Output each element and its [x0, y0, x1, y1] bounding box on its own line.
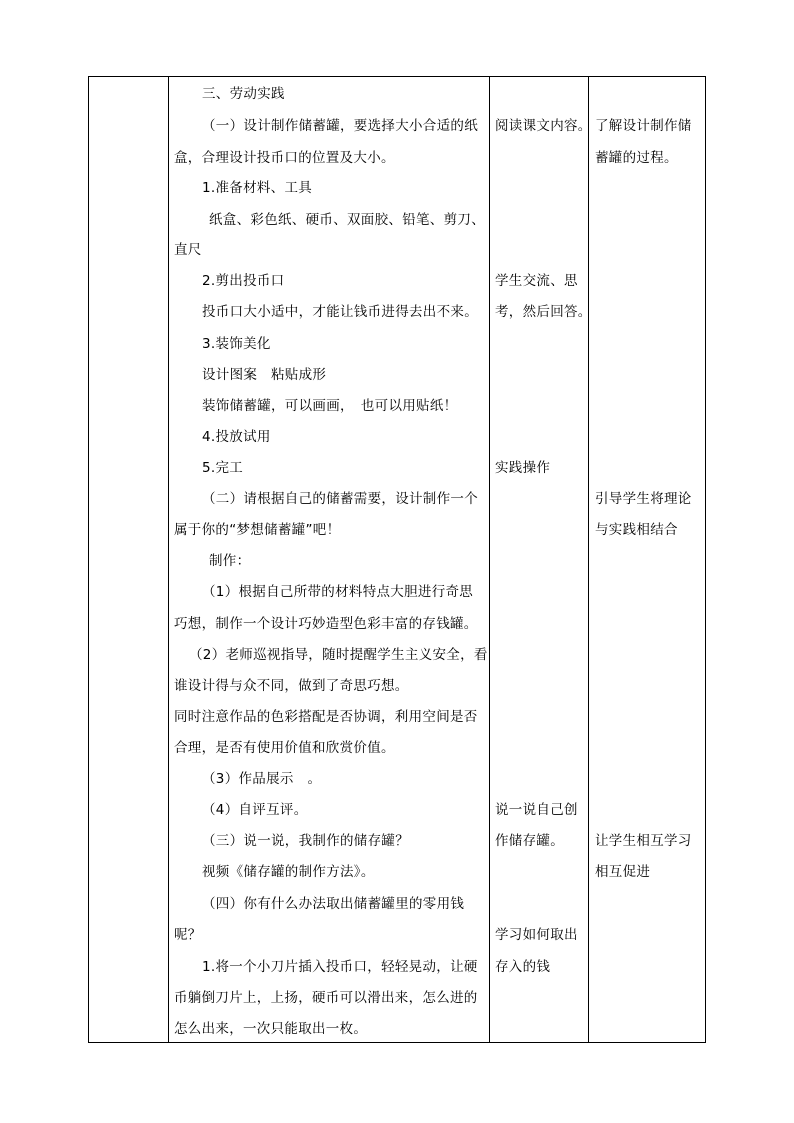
content-line: 制作： — [209, 553, 251, 569]
content-line: （二）请根据自己的储蓄需要，设计制作一个 — [202, 491, 478, 507]
content-line: （4）自评互评。 — [202, 802, 308, 818]
student-line: 学生交流、思 — [495, 273, 578, 289]
intent-line: 引导学生将理论 — [595, 491, 692, 507]
content-line: 3.装饰美化 — [202, 336, 271, 352]
student-line: 作储存罐。 — [495, 833, 564, 849]
content-line: 5.完工 — [202, 460, 244, 476]
student-line: 说一说自己创 — [495, 802, 578, 818]
student-line: 实践操作 — [495, 460, 551, 476]
student-line: 考，然后回答。 — [495, 304, 592, 320]
intent-line: 蓄罐的过程。 — [595, 150, 678, 166]
content-line: 谁设计得与众不同，做到了奇思巧想。 — [174, 678, 409, 694]
intent-line: 了解设计制作储 — [595, 118, 692, 134]
lesson-table — [88, 76, 706, 1043]
content-line: 2.剪出投币口 — [202, 273, 285, 289]
content-line: 设计图案 粘贴成形 — [202, 367, 327, 383]
content-line: 三、劳动实践 — [202, 86, 285, 102]
intent-line: 让学生相互学习 — [595, 833, 692, 849]
content-line: 合理，是否有使用价值和欣赏价值。 — [174, 740, 395, 756]
student-line: 存入的钱 — [495, 959, 551, 975]
content-line: （一）设计制作储蓄罐，要选择大小合适的纸 — [202, 118, 478, 134]
content-line: 1.准备材料、工具 — [202, 180, 313, 196]
column-divider-1 — [168, 77, 169, 1042]
content-line: 4.投放试用 — [202, 429, 271, 445]
content-line: 装饰储蓄罐，可以画画， 也可以用贴纸！ — [202, 398, 458, 414]
student-line: 学习如何取出 — [495, 927, 578, 943]
content-line: 同时注意作品的色彩搭配是否协调，利用空间是否 — [174, 709, 478, 725]
content-line: 呢？ — [174, 927, 202, 943]
content-line: （1）根据自己所带的材料特点大胆进行奇思 — [202, 584, 474, 600]
content-line: 巧想，制作一个设计巧妙造型色彩丰富的存钱罐。 — [174, 616, 478, 632]
column-divider-2 — [489, 77, 490, 1042]
content-line: （三）说一说，我制作的储存罐？ — [202, 833, 409, 849]
content-line: 盒，合理设计投币口的位置及大小。 — [174, 150, 395, 166]
content-line: 怎么出来，一次只能取出一枚。 — [174, 1021, 368, 1037]
column-divider-3 — [588, 77, 589, 1042]
content-line: 投币口大小适中，才能让钱币进得去出不来。 — [202, 304, 478, 320]
intent-line: 相互促进 — [595, 864, 651, 880]
content-line: 直尺 — [174, 242, 202, 258]
content-line: （2）老师巡视指导，随时提醒学生主义安全，看 — [189, 647, 488, 663]
content-line: 纸盒、彩色纸、硬币、双面胶、铅笔、剪刀、 — [209, 212, 485, 228]
content-line: （3）作品展示 。 — [202, 771, 322, 787]
content-line: （四）你有什么办法取出储蓄罐里的零用钱 — [202, 896, 465, 912]
intent-line: 与实践相结合 — [595, 522, 678, 538]
content-line: 币躺倒刀片上，上扬，硬币可以滑出来，怎么进的 — [174, 990, 478, 1006]
content-line: 属于你的“梦想储蓄罐”吧！ — [174, 522, 341, 538]
content-line: 1.将一个小刀片插入投币口，轻轻晃动，让硬 — [202, 959, 478, 975]
student-line: 阅读课文内容。 — [495, 118, 592, 134]
content-line: 视频《储存罐的制作方法》。 — [202, 864, 375, 880]
